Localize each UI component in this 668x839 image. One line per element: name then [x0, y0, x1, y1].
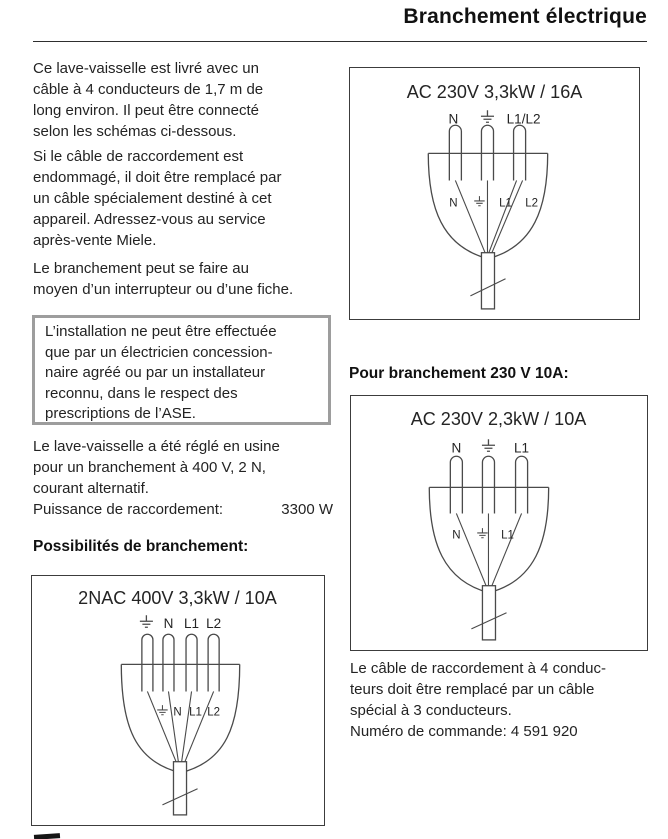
earth-icon	[474, 196, 484, 206]
cable-end	[481, 253, 494, 309]
paragraph-factory-setting	[33, 436, 335, 520]
power-rating-value: 3300 W	[281, 501, 333, 518]
text-line: prescriptions de l’ASE.	[45, 405, 196, 422]
earth-icon	[481, 110, 494, 122]
wire-n	[456, 513, 486, 586]
wire-label-l2: L2	[525, 197, 539, 210]
text-line: teurs doit être remplacé par un câble	[350, 681, 595, 698]
terminal-label-n: N	[448, 111, 459, 127]
wire-label-l1: L1	[189, 706, 202, 719]
earth-icon	[482, 439, 495, 451]
wiring-diagram-230v-16a-drawing	[350, 68, 639, 319]
page-corner-print-mark	[34, 833, 60, 839]
terminal-pin	[142, 634, 153, 691]
power-rating-line	[33, 499, 333, 520]
text-line: Le branchement peut se faire au	[33, 260, 249, 277]
power-rating-label: Puissance de raccordement:	[33, 501, 224, 518]
text-line: Le lave-vaisselle a été réglé en usine	[33, 438, 280, 455]
earth-icon	[140, 615, 153, 627]
wire-label-l1: L1	[501, 529, 514, 542]
wire-l1	[488, 180, 516, 253]
wire-label-l1: L1	[499, 197, 512, 210]
text-line: Le câble de raccordement à 4 conduc-	[350, 660, 606, 677]
terminal-pin	[208, 634, 219, 691]
earth-icon	[157, 705, 167, 715]
wiring-diagram-230v-16a	[349, 67, 640, 320]
page-title: Branchement électrique	[403, 5, 647, 28]
terminal-pin	[163, 634, 174, 691]
terminal-pin	[186, 634, 197, 691]
terminal-label-l1: L1	[514, 440, 530, 456]
paragraph-damaged-cable	[33, 146, 335, 251]
wire-l1	[182, 691, 192, 762]
paragraph-switch-or-plug	[33, 258, 335, 300]
terminal-label-l1: L1	[184, 616, 200, 632]
wire-n	[168, 691, 178, 762]
wire-l2	[491, 180, 522, 253]
cable-end	[482, 586, 495, 640]
terminal-label-n: N	[163, 616, 174, 632]
heading-connection-options: Possibilités de branchement:	[33, 538, 249, 555]
terminal-label-l1l2: L1/L2	[506, 111, 541, 127]
wire-earth	[147, 691, 176, 762]
paragraph-replacement-cable	[350, 658, 652, 742]
wiring-diagram-400v-10a-drawing	[32, 576, 324, 825]
diagram-title: AC 230V 2,3kW / 10A	[410, 409, 587, 430]
text-line: selon les schémas ci-dessous.	[33, 123, 237, 140]
cable-end	[173, 762, 186, 815]
terminal-pin	[482, 456, 494, 513]
wire-label-n: N	[449, 197, 458, 210]
text-line: câble à 4 conducteurs de 1,7 m de	[33, 81, 264, 98]
wiring-diagram-400v-10a	[31, 575, 325, 826]
wire-label-l2: L2	[207, 706, 221, 719]
wire-n	[455, 180, 485, 253]
text-line: Si le câble de raccordement est	[33, 148, 244, 165]
header-divider	[33, 41, 647, 42]
terminal-label-l2: L2	[206, 616, 222, 632]
terminal-pin	[450, 456, 462, 513]
installation-warning-box	[32, 315, 331, 425]
text-line: long environ. Il peut être connecté	[33, 102, 259, 119]
text-line: moyen d’un interrupteur ou d’une fiche.	[33, 281, 294, 298]
text-line: appareil. Adressez-vous au service	[33, 211, 266, 228]
text-line: pour un branchement à 400 V, 2 N,	[33, 459, 266, 476]
wire-label-n: N	[452, 529, 461, 542]
wire-l2	[185, 691, 214, 762]
diagram-title: AC 230V 3,3kW / 16A	[406, 82, 583, 103]
wire-l1	[491, 513, 521, 586]
text-line: naire agréé ou par un installateur	[45, 364, 266, 381]
heading-230v-10a: Pour branchement 230 V 10A:	[349, 365, 569, 382]
text-line: reconnu, dans le respect des	[45, 384, 238, 402]
text-line: Ce lave-vaisselle est livré avec un	[33, 60, 259, 77]
text-line: que par un électricien concession-	[45, 343, 273, 361]
text-line: endommagé, il doit être remplacé par	[33, 169, 282, 186]
diagram-title: 2NAC 400V 3,3kW / 10A	[78, 588, 277, 609]
text-line: un câble spécialement destiné à cet	[33, 190, 272, 207]
text-line: Numéro de commande: 4 591 920	[350, 723, 578, 740]
text-line: courant alternatif.	[33, 480, 149, 497]
text-line: après-vente Miele.	[33, 232, 157, 249]
wiring-diagram-230v-10a	[350, 395, 648, 651]
terminal-label-n: N	[451, 440, 462, 456]
text-line: L’installation ne peut être effectuée	[45, 323, 277, 340]
paragraph-cable-supplied	[33, 58, 335, 142]
wire-label-n: N	[173, 706, 182, 719]
text-line: spécial à 3 conducteurs.	[350, 702, 512, 719]
wiring-diagram-230v-10a-drawing	[351, 396, 647, 650]
terminal-pin	[516, 456, 528, 513]
earth-icon	[477, 528, 487, 538]
